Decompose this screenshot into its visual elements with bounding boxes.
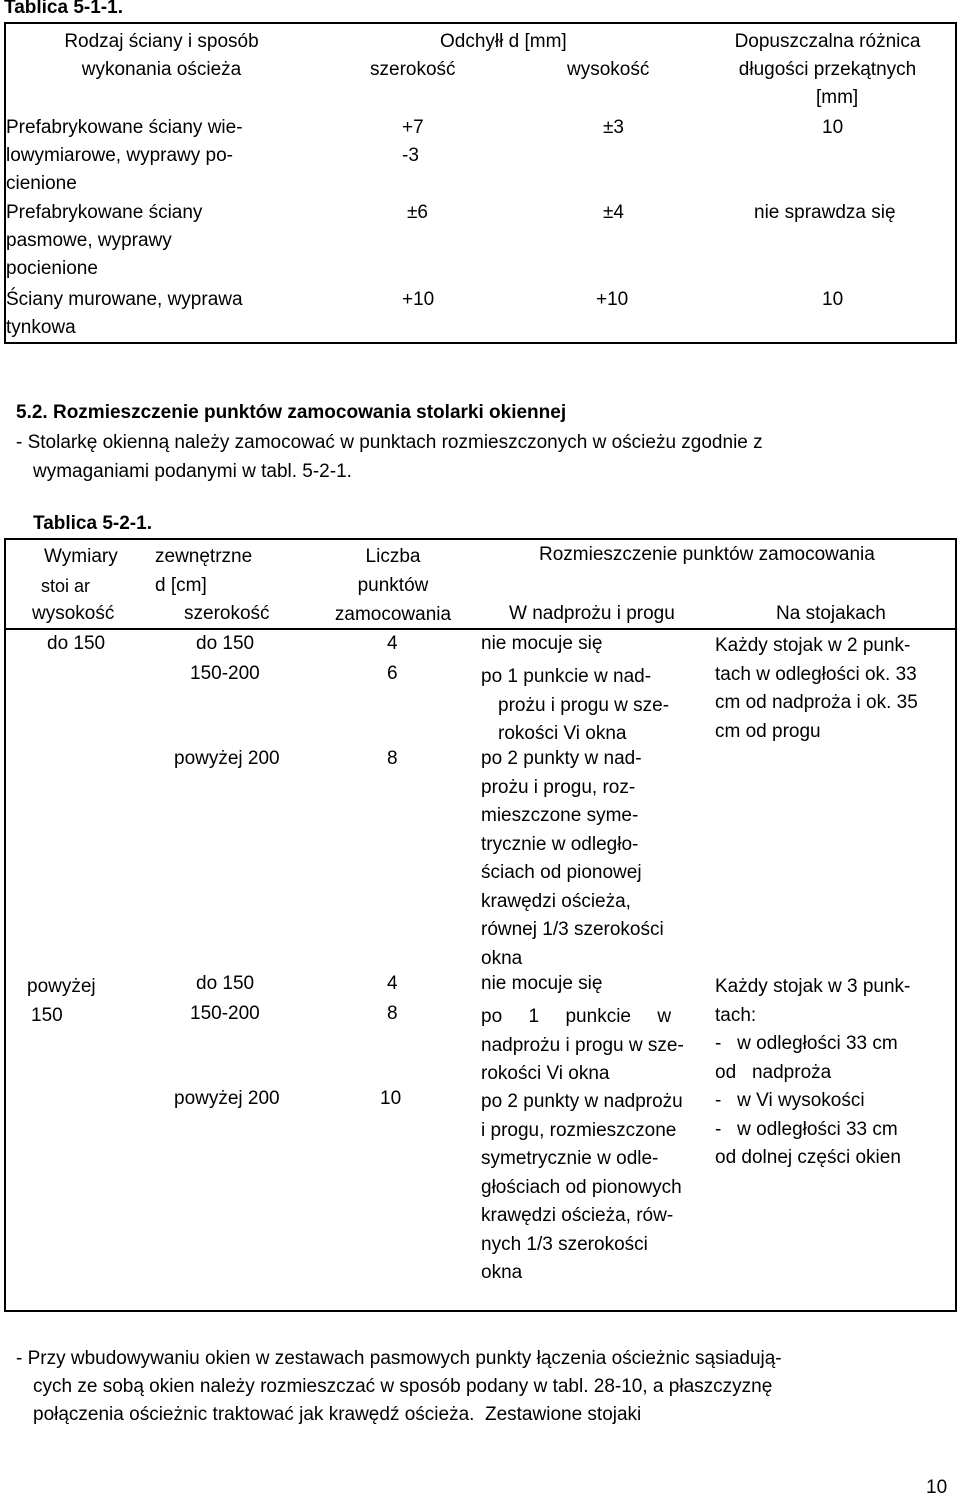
table1-row1-width-line2: -3 bbox=[402, 145, 419, 166]
table1-header-type-line1: Rodzaj ściany i sposób bbox=[64, 31, 259, 52]
table2-g1-r1-width: do 150 bbox=[196, 633, 255, 654]
table2-header-wymiary: Wymiary bbox=[44, 546, 118, 567]
table1-row3-width: +10 bbox=[402, 289, 435, 310]
page-number: 10 bbox=[926, 1477, 948, 1498]
table2-g2-r1-width: do 150 bbox=[196, 973, 255, 994]
section-paragraph-line2: wymaganiami podanymi w tabl. 5-2-1. bbox=[33, 461, 352, 482]
table2-g2-r1-count: 4 bbox=[387, 973, 398, 994]
table2-g1-r3-lintel: po 2 punkty w nad- prożu i progu, roz- mieszczone syme- trycznie w odległo- ściach od pionowej krawędzi ościeża, równej 1/3 szerokości okna bbox=[481, 748, 664, 969]
table1-row2-height: ±4 bbox=[603, 202, 624, 223]
table2-g1-r3-width: powyżej 200 bbox=[174, 748, 280, 769]
table1-row2-type-line1: Prefabrykowane ściany bbox=[6, 202, 203, 223]
table2-g1-r2-width: 150-200 bbox=[190, 663, 260, 684]
table2-g1-r1-count: 4 bbox=[387, 633, 398, 654]
table1-header-type-line2: wykonania ościeża bbox=[81, 59, 242, 80]
footer-paragraph-line3: połączenia ościeżnic traktować jak krawędź ościeża. Zestawione stojaki bbox=[33, 1404, 642, 1425]
table2-g2-r1-lintel: nie mocuje się bbox=[481, 973, 603, 994]
table1-row3-type-line1: Ściany murowane, wyprawa bbox=[6, 289, 243, 310]
table2-g2-r3-lintel: po 2 punkty w nadprożu i progu, rozmieszczone symetrycznie w odle- głościach od pionowych krawędzi ościeża, rów- nych 1/3 szerokości okna bbox=[481, 1091, 683, 1283]
table1-header-diag-line1: Dopuszczalna różnica bbox=[734, 31, 921, 52]
table1-row1-width-line1: +7 bbox=[402, 117, 424, 138]
table2-header-dcm: d [cm] bbox=[155, 575, 207, 596]
table1-row1-type-line1: Prefabrykowane ściany wie- bbox=[6, 117, 243, 138]
table2-g2-r3-width: powyżej 200 bbox=[174, 1088, 280, 1109]
table1-header-width: szerokość bbox=[370, 59, 456, 80]
footer-paragraph-line1: - Przy wbudowywaniu okien w zestawach pasmowych punkty łączenia ościeżnic sąsiadują- bbox=[16, 1348, 782, 1369]
table1-row1-type-line2: lowymiarowe, wyprawy po- bbox=[6, 145, 234, 166]
table1-header-deviation: Odchyłł d [mm] bbox=[440, 31, 567, 52]
table2-g2-height-line2: 150 bbox=[31, 1005, 63, 1026]
table1-row3-type-line2: tynkowa bbox=[6, 317, 76, 338]
table2-g2-r2-lintel: po 1 punkcie w nadprożu i progu w sze- rokości Vi okna bbox=[481, 1006, 684, 1084]
section-heading: 5.2. Rozmieszczenie punktów zamocowania stolarki okiennej bbox=[16, 402, 567, 423]
table2-header-count-line3: zamocowania bbox=[334, 604, 452, 625]
table2-g2-jambs: Każdy stojak w 3 punk- tach: - w odległości 33 cm od nadproża - w Vi wysokości - w odległości 33 cm od dolnej części okien bbox=[715, 976, 911, 1168]
table2-g1-jambs: Każdy stojak w 2 punk- tach w odległości ok. 33 cm od nadproża i ok. 35 cm od progu bbox=[715, 635, 918, 742]
table1-row2-diag: nie sprawdza się bbox=[754, 202, 896, 223]
table2-header-count-line1: Liczba bbox=[365, 546, 421, 567]
table1-header-height: wysokość bbox=[567, 59, 650, 80]
table1-caption: Tablica 5-1-1. bbox=[4, 0, 123, 18]
table1-row2-type-line2: pasmowe, wyprawy bbox=[6, 230, 172, 251]
section-paragraph-line1: - Stolarkę okienną należy zamocować w punktach rozmieszczonych w ościeżu zgodnie z bbox=[16, 432, 763, 453]
table2-g1-r3-count: 8 bbox=[387, 748, 398, 769]
table2-header-height: wysokość bbox=[32, 603, 115, 624]
table2-g1-r2-lintel: po 1 punkcie w nad- prożu i progu w sze- rokości Vi okna bbox=[481, 666, 670, 744]
table2-g1-r2-count: 6 bbox=[387, 663, 398, 684]
table2-header-jambs: Na stojakach bbox=[776, 603, 886, 624]
table2-caption: Tablica 5-2-1. bbox=[33, 513, 152, 534]
table2-g2-r3-count: 10 bbox=[380, 1088, 402, 1109]
table2-header-lintel: W nadprożu i progu bbox=[509, 603, 675, 624]
table2-header-zewnetrzne: zewnętrzne bbox=[155, 546, 253, 567]
table2-g2-r2-width: 150-200 bbox=[190, 1003, 260, 1024]
footer-paragraph-line2: cych ze sobą okien należy rozmieszczać w sposób podany w tabl. 28-10, a płaszczyznę bbox=[33, 1376, 773, 1397]
table2-g2-height-line1: powyżej bbox=[27, 976, 96, 997]
table1-row3-height: +10 bbox=[596, 289, 629, 310]
table1-row2-type-line3: pocienione bbox=[6, 258, 98, 279]
table1-row1-height: ±3 bbox=[603, 117, 624, 138]
table2-g1-height: do 150 bbox=[47, 633, 106, 654]
table2-header-stolar: stoi ar bbox=[41, 576, 91, 596]
table1-row3-diag: 10 bbox=[822, 289, 844, 310]
table1-row2-width: ±6 bbox=[407, 202, 428, 223]
table1-header-diag-line3: [mm] bbox=[816, 87, 859, 108]
table2-g2-r2-count: 8 bbox=[387, 1003, 398, 1024]
table2-header-width: szerokość bbox=[184, 603, 270, 624]
table2-header-placement: Rozmieszczenie punktów zamocowania bbox=[539, 544, 875, 565]
table2-g1-r1-lintel: nie mocuje się bbox=[481, 633, 603, 654]
table2-header-count-line2: punktów bbox=[357, 575, 429, 596]
table1-row1-type-line3: cienione bbox=[6, 173, 77, 194]
table1-row1-diag: 10 bbox=[822, 117, 844, 138]
table1-header-diag-line2: długości przekątnych bbox=[738, 59, 917, 80]
